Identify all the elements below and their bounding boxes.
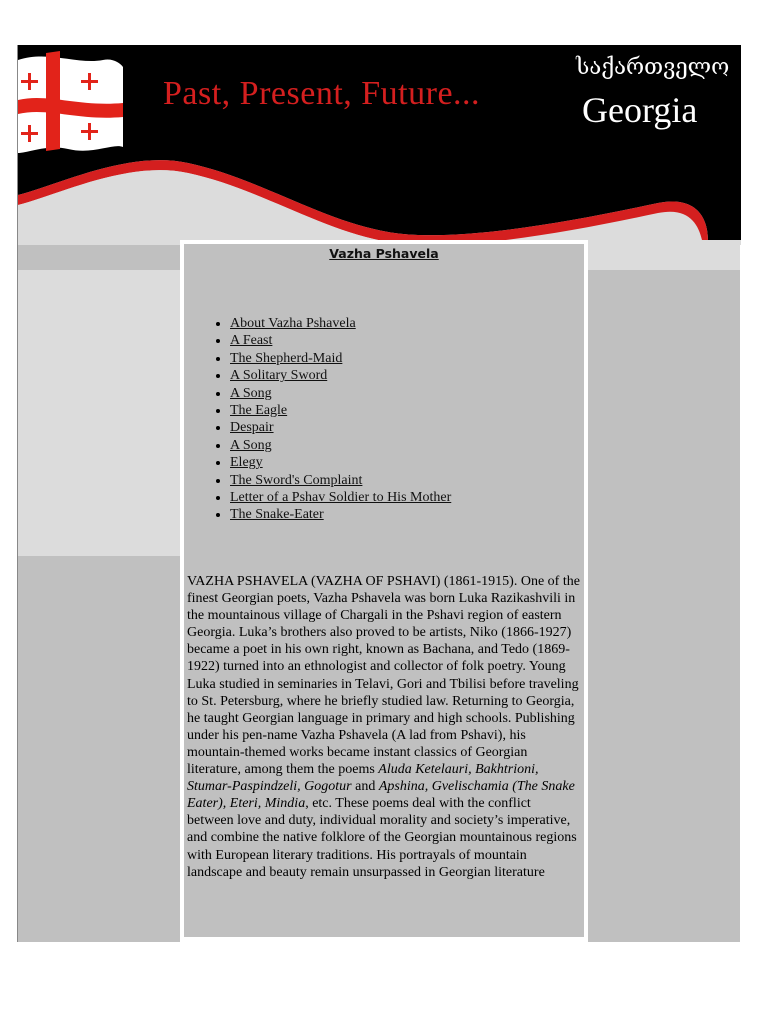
list-item [230, 350, 451, 367]
poem-link-list [204, 315, 451, 524]
poem-link[interactable]: About Vazha Pshavela [230, 316, 356, 331]
poem-link[interactable]: Elegy [230, 455, 263, 471]
banner-country: Georgia [582, 90, 698, 130]
list-item [230, 437, 451, 454]
bio-italic-works: Aluda Ketelauri, Bakhtrioni, Stumar-Paspindzeli, Gogotur [187, 762, 539, 795]
bio-text: , etc. These poems deal with the conflict between love and duty, individual morality and society’s imperative, and combine the native folklore of the Georgian mountainous regions with European literary traditions. His portrayals of mountain landscape and beauty remain unsurpassed in Georgian literature [187, 796, 577, 880]
left-column-lower [18, 556, 180, 942]
list-item [230, 472, 451, 489]
list-item [230, 454, 451, 471]
list-item [230, 385, 451, 402]
poem-link[interactable]: A Feast [230, 333, 273, 349]
banner-georgian-script: საქართველო [576, 55, 730, 80]
right-column-header [588, 240, 740, 271]
page-frame [17, 45, 740, 942]
poem-link[interactable]: The Snake-Eater [230, 507, 324, 523]
main-content [180, 240, 588, 942]
poem-link[interactable]: A Song [230, 385, 272, 401]
banner-title: Past, Present, Future... [163, 75, 481, 112]
bio-text: VAZHA PSHAVELA (VAZHA OF PSHAVI) (1861-1915). One of the finest Georgian poets, Vazha Pshavela was born Luka Razikashvili in the mountainous village of Chargali in the Pshavi region of eastern Georgia. Luka’s brothers also proved to be artists, Niko (1866-1927) became a poet in his own right, known as Bachana, and Tedo (1869-1922) turned into an ethnologist and collector of folk poetry. Young Luka studied in seminaries in Telavi, Gori and Tbilisi before traveling to St. Petersburg, where he briefly studied law. Returning to Georgia, he taught Georgian language in primary and high schools. Publishing under his pen-name Vazha Pshavela (A lad from Pshavi), his mountain-themed works became instant classics of Georgian literature, among them the poems [187, 574, 580, 778]
right-column [588, 270, 740, 942]
georgia-flag-icon [18, 51, 123, 153]
bio-italic-works: Apshina, Gvelischamia (The Snake Eater), Eteri, Mindia [187, 779, 575, 812]
poem-link[interactable]: The Sword's Complaint [230, 472, 363, 488]
left-column-upper [18, 270, 181, 556]
poem-link[interactable]: The Eagle [230, 403, 288, 419]
list-item [230, 402, 451, 419]
bio-text: and [351, 779, 379, 795]
poem-link[interactable]: A Song [230, 437, 272, 453]
poem-link[interactable]: The Shepherd-Maid [230, 350, 343, 366]
header-banner [18, 45, 741, 245]
poem-link[interactable]: A Solitary Sword [230, 368, 328, 384]
biography-paragraph [184, 573, 584, 881]
poem-link[interactable]: Letter of a Pshav Soldier to His Mother [230, 490, 452, 506]
list-item [230, 419, 451, 436]
content-top-border [180, 240, 588, 244]
list-item [230, 315, 451, 332]
poem-link[interactable]: Despair [230, 420, 274, 436]
content-bottom-border [180, 937, 588, 942]
list-item [230, 489, 451, 506]
page-title: Vazha Pshavela [329, 246, 439, 261]
list-item [230, 506, 451, 523]
list-item [230, 367, 451, 384]
list-item [230, 332, 451, 349]
